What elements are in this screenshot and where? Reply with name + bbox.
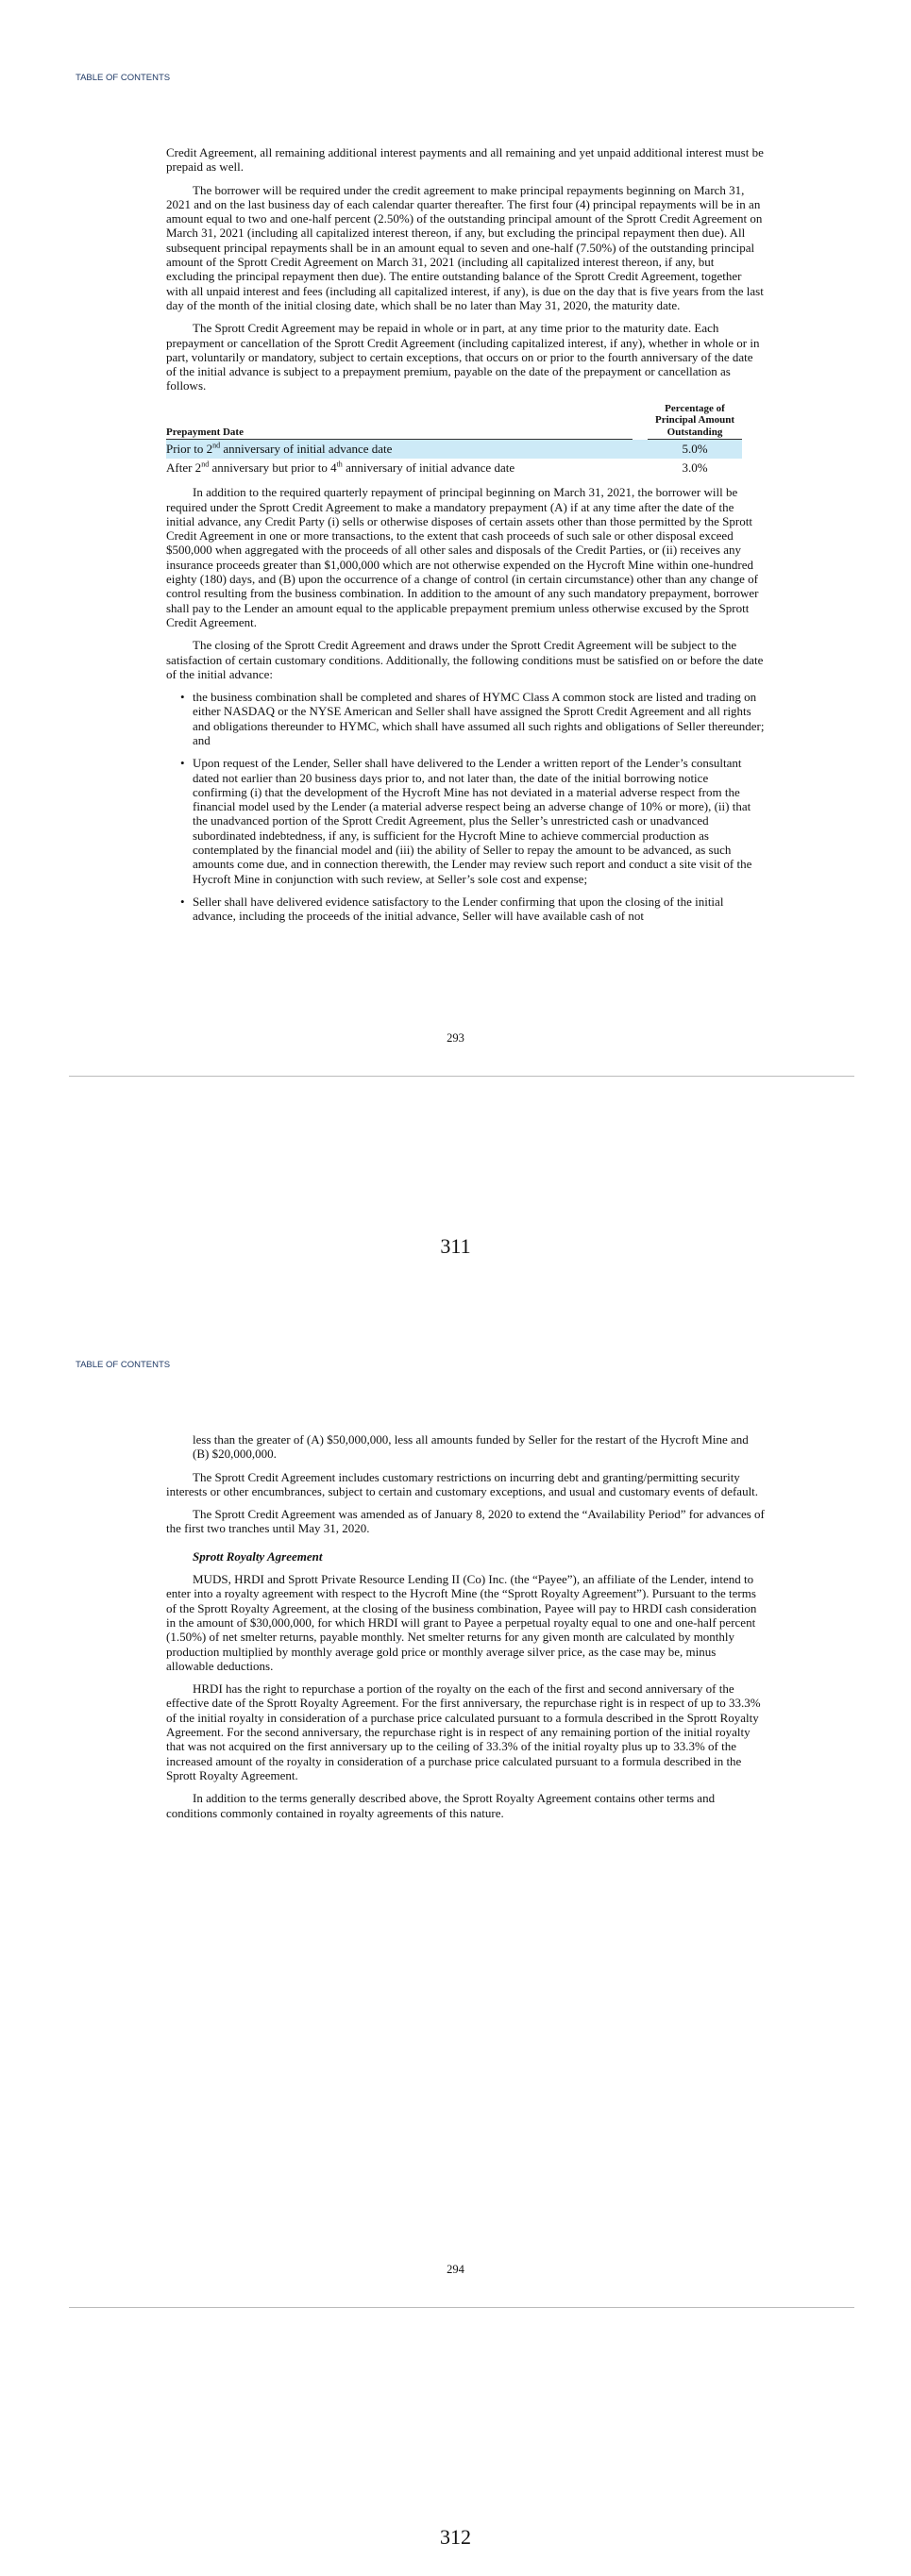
page-divider <box>69 1076 854 1077</box>
paragraph: In addition to the terms generally described above, the Sprott Royalty Agreement contains other terms and conditions commonly contained in royalty agreements of this nature. <box>166 1791 716 1820</box>
list-item: • Seller shall have delivered evidence satisfactory to the Lender confirming that upon the closing of the initial advance, including the proceeds of the initial advance, Seller will have available cash of not <box>180 894 724 924</box>
paragraph: Credit Agreement, all remaining additional interest payments and all remaining and yet unpaid additional interest must be prepaid as well. <box>166 145 764 175</box>
paragraph: HRDI has the right to repurchase a portion of the royalty on the each of the first and second anniversary of the effective date of the Sprott Royalty Agreement. For the first anniversary, the repurchase right is in respect of up to 33.3% of the initial royalty in consideration of a purchase price calculated pursuant to a formula described in the Sprott Royalty Agreement. For the second anniversary, the repurchase right is in respect of any remaining portion of the initial royalty that was not acquired on the first anniversary up to the ceiling of 33.3% of the initial royalty plus up to 33.3% of the increased amount of the royalty in consideration of a purchase price calculated pursuant to a formula described in the Sprott Royalty Agreement. <box>166 1681 761 1782</box>
prepayment-table <box>166 403 742 478</box>
paragraph: The Sprott Credit Agreement was amended as of January 8, 2020 to extend the “Availability Period” for advances of the first two tranches until May 31, 2020. <box>166 1507 765 1536</box>
row-percentage: 3.0% <box>682 460 708 476</box>
page-294-body <box>166 1432 765 1829</box>
conditions-list <box>166 690 765 923</box>
viewer-page-number: 312 <box>440 2525 471 2549</box>
list-item: • Upon request of the Lender, Seller shall have delivered to the Lender a written report of the Lender’s consultant dated not earlier than 20 business days prior to, and not later than, the date of the initial borrowing notice confirming (i) that the development of the Hycroft Mine has not deviated in a material adverse respect from the financial model used by the Lender (a material adverse respect being an adverse change of 10% or more), (ii) that the unadvanced portion of the Sprott Credit Agreement, plus the Seller’s unrestricted cash or unadvanced subordinated indebtedness, if any, is sufficient for the Hycroft Mine to achieve commercial production as contemplated by the financial model and (iii) the ability of Seller to repay the amount to be advanced, as such amounts come due, and in connection therewith, the Lender may review such report and conduct a site visit of the Hycroft Mine in conjunction with such review, at Seller’s sole cost and expense; <box>180 756 752 886</box>
paragraph: In addition to the required quarterly repayment of principal beginning on March 31, 2021, the borrower will be required under the Sprott Credit Agreement to make a mandatory prepayment (A) if at any time after the date of the initial advance, any Credit Party (i) sells or otherwise disposes of certain assets other than those permitted by the Sprott Credit Agreement in one or more transactions, to the extent that cash proceeds of such sale or other disposal exceed $500,000 when aggregated with the proceeds of all other sales and disposals of the Credit Parties, or (ii) receives any insurance proceeds greater than $1,000,000 which are not otherwise expended on the Hycroft Mine within one-hundred eighty (180) days, and (B) upon the occurrence of a change of control (in certain circumstance) other than any change of control resulting from the business combination. In addition to the amount of any such mandatory prepayment, borrower shall pay to the Lender an amount equal to the applicable prepayment premium unless otherwise excused by the Sprott Credit Agreement. <box>166 485 759 629</box>
row-date: Prior to 2nd anniversary of initial advance date <box>166 440 633 459</box>
paragraph: The Sprott Credit Agreement may be repaid in whole or in part, at any time prior to the maturity date. Each prepayment or cancellation of the Sprott Credit Agreement (including capitalized interest, if any), whether in whole or in part, voluntarily or mandatory, subject to certain exceptions, that occurs on or prior to the fourth anniversary of the date of the initial advance is subject to a prepayment premium, payable on the date of the prepayment or cancellation as follows. <box>166 321 760 393</box>
column-header-percentage: Percentage of Principal Amount Outstanding <box>648 403 742 441</box>
bullet-icon: • <box>180 756 185 771</box>
viewer-page-number: 311 <box>440 1234 471 1258</box>
bullet-icon: • <box>180 894 185 909</box>
table-of-contents-link[interactable]: TABLE OF CONTENTS <box>76 73 171 83</box>
table-row <box>166 459 742 477</box>
table-row <box>166 440 742 459</box>
bullet-icon: • <box>180 690 185 705</box>
page-number: 293 <box>447 1031 464 1045</box>
section-heading: Sprott Royalty Agreement <box>193 1548 323 1564</box>
column-header-prepayment-date: Prepayment Date <box>166 403 633 441</box>
paragraph: less than the greater of (A) $50,000,000, less all amounts funded by Seller for the restart of the Hycroft Mine and (B) $20,000,000. <box>193 1432 749 1462</box>
paragraph: The closing of the Sprott Credit Agreement and draws under the Sprott Credit Agreement will be subject to the satisfaction of certain customary conditions. Additionally, the following conditions must be satisfied on or before the date of the initial advance: <box>166 638 764 681</box>
page-number: 294 <box>447 2263 464 2276</box>
paragraph: The borrower will be required under the credit agreement to make principal repayments beginning on March 31, 2021 and on the last business day of each calendar quarter thereafter. The first four (4) principal repayments will be in an amount equal to two and one-half percent (2.50%) of the outstanding principal amount of the Sprott Credit Agreement on March 31, 2021 (including all capitalized interest thereon, if any, but excluding the principal repayment then due). All subsequent principal repayments shall be in an amount equal to seven and one-half (7.50%) of the outstanding principal amount of the Sprott Credit Agreement on March 31, 2021 (including all capitalized interest thereon, if any, but excluding the principal repayment then due). The entire outstanding balance of the Sprott Credit Agreement, together with all unpaid interest and fees (including all capitalized interest, if any), is due on the day that is five years from the last day of the month of the initial closing date, which shall be no later than May 31, 2020, the maturity date. <box>166 182 764 312</box>
paragraph: The Sprott Credit Agreement includes customary restrictions on incurring debt and granting/permitting security interests or other encumbrances, subject to certain and customary exceptions, and usual and customary events of default. <box>166 1469 759 1498</box>
paragraph: MUDS, HRDI and Sprott Private Resource Lending II (Co) Inc. (the “Payee”), an affiliate of the Lender, intend to enter into a royalty agreement with respect to the Hycroft Mine (the “Sprott Royalty Agreement”). Pursuant to the terms of the Sprott Royalty Agreement, at the closing of the business combination, Payee will pay to HRDI cash consideration in the amount of $30,000,000, for which HRDI will grant to Payee a perpetual royalty equal to one and one-half percent (1.50%) of net smelter returns, payable monthly. Net smelter returns for any given month are calculated by monthly production multiplied by monthly average gold price or monthly average silver price, as the case may be, minus allowable deductions. <box>166 1572 757 1673</box>
row-percentage: 5.0% <box>648 440 742 459</box>
list-item: • the business combination shall be completed and shares of HYMC Class A common stock are listed and trading on either NASDAQ or the NYSE American and Seller shall have assigned the Sprott Credit Agreement and all rights and obligations thereunder to HYMC, which shall have assumed all such rights and obligations of Seller thereunder; and <box>180 690 765 747</box>
table-of-contents-link[interactable]: TABLE OF CONTENTS <box>76 1360 171 1370</box>
page-divider <box>69 2307 854 2308</box>
page-293-body <box>166 145 765 932</box>
row-date: After 2nd anniversary but prior to 4th anniversary of initial advance date <box>166 460 515 476</box>
